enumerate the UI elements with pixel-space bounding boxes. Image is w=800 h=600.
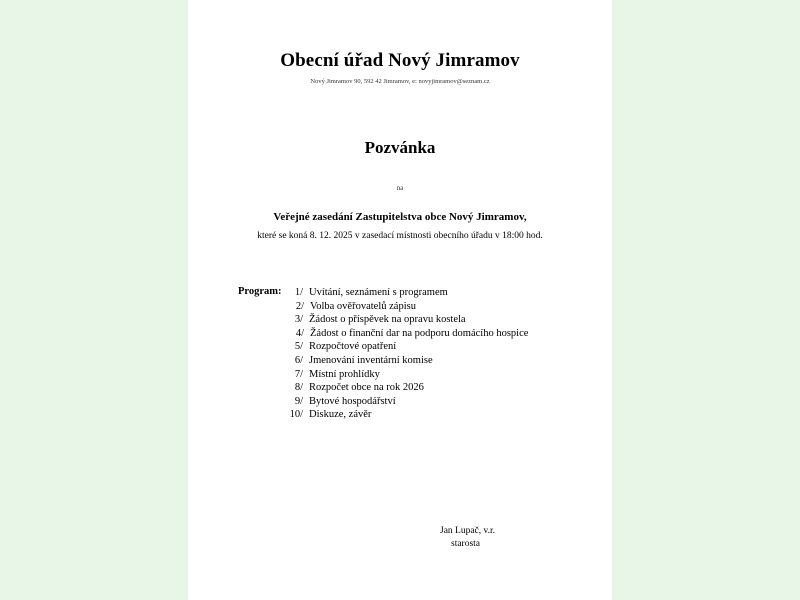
program-item	[287, 381, 528, 395]
program-item-number: 9/	[294, 395, 303, 407]
program-item	[287, 395, 528, 409]
program-item-number: 3/	[294, 314, 303, 326]
invitation-heading: Pozvánka	[364, 138, 436, 157]
program-item-text: Rozpočet obce na rok 2026	[309, 382, 424, 394]
na-word: na	[396, 184, 404, 192]
program-item	[287, 327, 528, 341]
program-item-number: 2/	[295, 300, 304, 312]
program-item-text: Rozpočtové opatření	[309, 341, 397, 353]
program-item-number: 8/	[294, 382, 303, 394]
program-item	[287, 300, 528, 314]
program-item	[287, 286, 528, 300]
program-item-number: 4/	[295, 327, 304, 339]
program-item	[287, 354, 528, 368]
program-item-number: 1/	[294, 287, 303, 298]
program-item	[287, 313, 528, 327]
program-item-number: 5/	[294, 341, 303, 353]
program-item	[287, 340, 528, 354]
program-item-text: Žádost o příspěvek na opravu kostela	[309, 314, 466, 326]
program-item-number: 6/	[294, 354, 303, 366]
program-item	[287, 368, 528, 382]
office-address: Nový Jimramov 90, 592 42 Jimramov, e: novyjimramov@seznam.cz	[310, 78, 490, 85]
program-item-text: Diskuze, závěr	[309, 409, 372, 421]
program-item-text: Žádost o finanční dar na podporu domácího hospice	[310, 327, 529, 339]
meeting-when: které se koná 8. 12. 2025 v zasedací místnosti obecního úřadu v 18:00 hod.	[257, 231, 543, 241]
meeting-title: Veřejné zasedání Zastupitelstva obce Nový Jimramov,	[273, 211, 527, 223]
program-item-text: Bytové hospodářství	[309, 395, 396, 407]
program-item-text: Volba ověřovatelů zápisu	[310, 300, 416, 312]
program-list	[287, 286, 528, 422]
program-item	[287, 408, 528, 422]
program-item-text: Místní prohlídky	[309, 368, 380, 380]
program-item-number: 7/	[294, 368, 303, 380]
program-label: Program:	[238, 286, 282, 297]
signature-role: starosta	[451, 539, 481, 549]
program-item-number: 10/	[289, 409, 303, 421]
document-page	[188, 0, 612, 600]
office-title: Obecní úřad Nový Jimramov	[280, 50, 520, 71]
program-item-text: Jmenování inventární komise	[309, 354, 433, 366]
program-item-text: Uvítání, seznámení s programem	[309, 287, 448, 298]
signature-name: Jan Lupač, v.r.	[440, 526, 496, 536]
